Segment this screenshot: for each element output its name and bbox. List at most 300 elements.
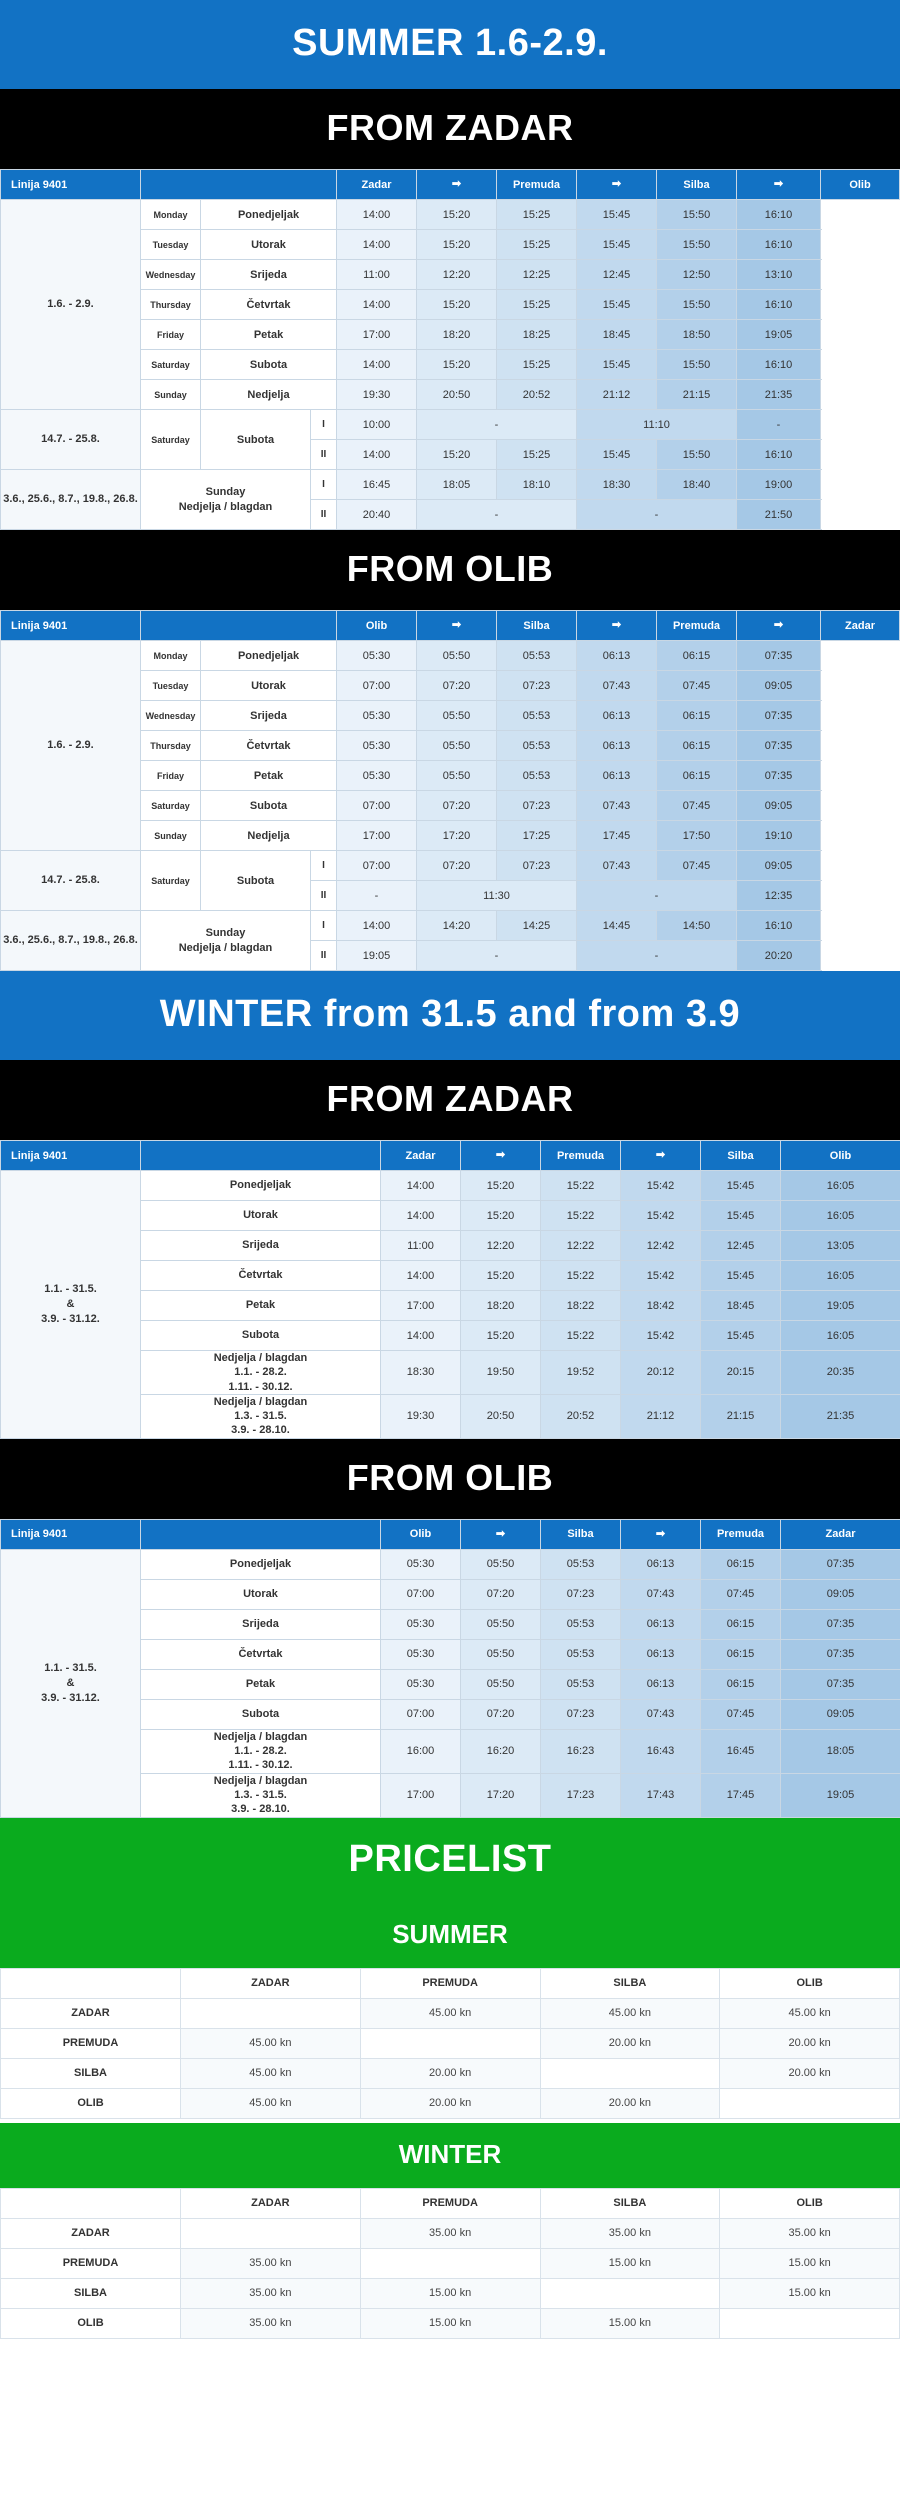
price-cell [720,2308,900,2338]
header-blank [141,611,337,641]
header-port: Olib [821,170,900,200]
price-cell: 20.00 kn [360,2058,540,2088]
time-cell: 16:10 [737,350,821,380]
price-cell: 20.00 kn [360,2088,540,2118]
header-port: Premuda [541,1141,621,1171]
price-row-header: OLIB [1,2088,181,2118]
banner-winter-from-olib: FROM OLIB [0,1439,900,1519]
table-price-summer [0,1968,900,2119]
price-cell: 20.00 kn [720,2028,900,2058]
day-label-hr: Subota [201,350,337,380]
price-cell: 20.00 kn [540,2088,720,2118]
line-label: Linija 9401 [1,1519,141,1549]
price-cell: 20.00 kn [720,2058,900,2088]
price-cell [360,2248,540,2278]
price-table [0,1968,900,2119]
table-row [1,1171,900,1201]
day-label: Utorak [141,1201,381,1231]
time-cell: 21:12 [577,380,657,410]
price-cell: 35.00 kn [181,2278,361,2308]
time-cell: 14:20 [417,911,497,941]
header-port: Olib [381,1519,461,1549]
time-cell: 17:25 [497,821,577,851]
time-cell: 06:15 [657,731,737,761]
time-cell: 07:00 [337,851,417,881]
time-cell: 15:42 [621,1321,701,1351]
day-label: Srijeda [141,1609,381,1639]
time-cell: 19:00 [737,470,821,500]
time-cell: 15:42 [621,1171,701,1201]
table-header-row [1,1519,900,1549]
time-cell: 07:35 [737,701,821,731]
day-label-en: Sunday [141,380,201,410]
period-cell: 1.1. - 31.5. & 3.9. - 31.12. [1,1171,141,1439]
price-column-header: PREMUDA [360,1968,540,1998]
price-row-header: ZADAR [1,2218,181,2248]
time-cell: 07:45 [657,671,737,701]
time-cell: 20:50 [417,380,497,410]
price-column-header [1,1968,181,1998]
time-cell: 07:20 [461,1579,541,1609]
time-cell: 05:30 [381,1549,461,1579]
time-cell: 15:42 [621,1201,701,1231]
price-row-header: OLIB [1,2308,181,2338]
time-cell: 20:35 [781,1351,900,1395]
price-cell: 20.00 kn [540,2028,720,2058]
time-cell: 05:50 [461,1669,541,1699]
time-cell: 07:20 [417,791,497,821]
time-cell: 17:00 [337,821,417,851]
header-blank [141,1141,381,1171]
time-cell: 14:00 [337,911,417,941]
time-cell: 12:42 [621,1231,701,1261]
price-cell: 35.00 kn [181,2248,361,2278]
time-cell: 07:23 [497,671,577,701]
day-label-en: Thursday [141,731,201,761]
time-cell: 15:20 [461,1171,541,1201]
price-row [1,2218,900,2248]
time-cell: 15:20 [461,1321,541,1351]
banner-winter: WINTER from 31.5 and from 3.9 [0,971,900,1060]
header-port: Silba [497,611,577,641]
table-winter-from-olib [0,1519,900,1818]
time-cell: 20:50 [461,1394,541,1438]
time-cell: 15:25 [497,200,577,230]
time-cell: 15:22 [541,1261,621,1291]
time-cell: 21:15 [701,1394,781,1438]
day-label: Sunday Nedjelja / blagdan [141,911,311,971]
day-label: Petak [141,1291,381,1321]
time-cell: 15:25 [497,230,577,260]
time-cell: 14:00 [337,200,417,230]
time-cell: 05:53 [497,731,577,761]
period-cell: 1.1. - 31.5. & 3.9. - 31.12. [1,1549,141,1817]
time-cell: 09:05 [781,1699,900,1729]
time-cell: 09:05 [781,1579,900,1609]
period-cell: 14.7. - 25.8. [1,410,141,470]
day-label-hr: Nedjelja [201,380,337,410]
price-header-row [1,1968,900,1998]
time-cell: 15:45 [577,230,657,260]
time-cell: 16:45 [701,1729,781,1773]
time-cell: 18:30 [577,470,657,500]
time-cell: - [337,881,417,911]
time-cell: 18:40 [657,470,737,500]
price-row-header: ZADAR [1,1998,181,2028]
day-label-en: Saturday [141,410,201,470]
trip-number: II [311,941,337,971]
time-cell: 10:00 [337,410,417,440]
time-cell: 15:50 [657,230,737,260]
price-cell: 35.00 kn [720,2218,900,2248]
price-cell [360,2028,540,2058]
arrow-icon: ➡ [417,611,497,641]
time-cell: 15:45 [577,200,657,230]
price-row [1,2028,900,2058]
time-cell: 17:20 [461,1773,541,1817]
time-cell: 07:23 [497,851,577,881]
price-cell [181,2218,361,2248]
time-cell: 18:25 [497,320,577,350]
price-cell: 45.00 kn [181,2088,361,2118]
time-cell: 14:00 [337,440,417,470]
time-cell: 06:13 [621,1639,701,1669]
time-cell: 06:13 [577,731,657,761]
time-cell: 18:50 [657,320,737,350]
time-cell: 06:15 [657,701,737,731]
time-cell: 14:00 [337,350,417,380]
price-column-header: OLIB [720,1968,900,1998]
header-port: Silba [701,1141,781,1171]
schedule-table [0,169,900,530]
time-cell: 15:45 [577,440,657,470]
time-cell: 15:20 [417,290,497,320]
price-cell: 35.00 kn [181,2308,361,2338]
arrow-icon: ➡ [461,1519,541,1549]
time-cell: 07:35 [781,1669,900,1699]
day-label-hr: Četvrtak [201,290,337,320]
time-cell: 06:13 [577,701,657,731]
period-cell: 3.6., 25.6., 8.7., 19.8., 26.8. [1,470,141,530]
time-cell: 07:35 [737,731,821,761]
day-label-en: Tuesday [141,230,201,260]
day-label-hr: Subota [201,410,311,470]
time-cell: 05:53 [541,1669,621,1699]
header-port: Premuda [701,1519,781,1549]
time-cell: 14:50 [657,911,737,941]
time-cell: 17:45 [701,1773,781,1817]
time-cell: 18:20 [417,320,497,350]
time-cell: 15:45 [701,1201,781,1231]
time-cell: 16:05 [781,1261,900,1291]
time-cell: 15:20 [417,230,497,260]
time-cell: 16:45 [337,470,417,500]
banner-pricelist: PRICELIST [0,1818,900,1903]
table-row [1,200,900,230]
time-cell: 18:42 [621,1291,701,1321]
price-cell: 45.00 kn [181,2058,361,2088]
time-cell: 15:42 [621,1261,701,1291]
day-label-hr: Subota [201,851,311,911]
time-cell: - [417,410,577,440]
time-cell: 20:20 [737,941,821,971]
time-cell: 12:20 [417,260,497,290]
header-port: Olib [337,611,417,641]
time-cell: 05:50 [417,701,497,731]
time-cell: - [417,500,577,530]
time-cell: 15:20 [417,200,497,230]
time-cell: 05:50 [417,761,497,791]
time-cell: 20:12 [621,1351,701,1395]
price-table [0,2188,900,2339]
time-cell: - [577,881,737,911]
price-row [1,2088,900,2118]
time-cell: 15:25 [497,290,577,320]
line-label: Linija 9401 [1,1141,141,1171]
time-cell: 09:05 [737,791,821,821]
time-cell: 11:10 [577,410,737,440]
day-label: Subota [141,1699,381,1729]
time-cell: - [737,410,821,440]
time-cell: 18:05 [781,1729,900,1773]
price-row-header: PREMUDA [1,2028,181,2058]
day-label-hr: Utorak [201,230,337,260]
time-cell: 07:00 [381,1579,461,1609]
time-cell: 07:35 [781,1639,900,1669]
day-label: Četvrtak [141,1639,381,1669]
price-cell: 45.00 kn [540,1998,720,2028]
time-cell: 05:30 [337,641,417,671]
time-cell: 16:10 [737,290,821,320]
time-cell: 07:43 [577,851,657,881]
time-cell: 15:45 [701,1321,781,1351]
time-cell: 16:00 [381,1729,461,1773]
time-cell: 16:23 [541,1729,621,1773]
time-cell: 18:45 [577,320,657,350]
time-cell: 14:25 [497,911,577,941]
trip-number: I [311,410,337,440]
day-label-hr: Subota [201,791,337,821]
banner-summer-from-zadar: FROM ZADAR [0,89,900,169]
time-cell: 17:45 [577,821,657,851]
time-cell: 07:35 [781,1549,900,1579]
time-cell: 15:22 [541,1201,621,1231]
price-header-row [1,2188,900,2218]
arrow-icon: ➡ [577,611,657,641]
time-cell: 07:00 [337,671,417,701]
time-cell: 05:53 [541,1609,621,1639]
day-label: Nedjelja / blagdan 1.3. - 31.5. 3.9. - 28.10. [141,1773,381,1817]
price-row-header: SILBA [1,2058,181,2088]
table-row [1,911,900,941]
price-column-header: ZADAR [181,1968,361,1998]
trip-number: II [311,440,337,470]
period-cell: 1.6. - 2.9. [1,641,141,851]
schedule-table [0,610,900,971]
time-cell: 20:52 [541,1394,621,1438]
time-cell: 19:30 [337,380,417,410]
time-cell: 15:45 [701,1171,781,1201]
price-cell: 45.00 kn [720,1998,900,2028]
time-cell: 19:05 [781,1773,900,1817]
day-label: Ponedjeljak [141,1171,381,1201]
schedule-table [0,1140,900,1439]
price-column-header: ZADAR [181,2188,361,2218]
time-cell: 19:05 [737,320,821,350]
trip-number: I [311,470,337,500]
time-cell: 07:45 [657,791,737,821]
time-cell: 20:40 [337,500,417,530]
day-label-en: Saturday [141,350,201,380]
arrow-icon: ➡ [737,170,821,200]
time-cell: 18:45 [701,1291,781,1321]
time-cell: 12:45 [577,260,657,290]
time-cell: 05:50 [461,1549,541,1579]
schedule-table [0,1519,900,1818]
time-cell: 15:25 [497,350,577,380]
header-port: Zadar [781,1519,900,1549]
time-cell: 06:13 [621,1549,701,1579]
price-cell [720,2088,900,2118]
price-cell: 15.00 kn [540,2248,720,2278]
time-cell: 14:00 [381,1201,461,1231]
time-cell: 12:45 [701,1231,781,1261]
header-blank [141,1519,381,1549]
day-label: Nedjelja / blagdan 1.1. - 28.2. 1.11. - 30.12. [141,1351,381,1395]
time-cell: 16:05 [781,1321,900,1351]
time-cell: 05:30 [337,701,417,731]
banner-winter-from-zadar: FROM ZADAR [0,1060,900,1140]
trip-number: I [311,911,337,941]
time-cell: 15:25 [497,440,577,470]
time-cell: 19:50 [461,1351,541,1395]
time-cell: 21:50 [737,500,821,530]
time-cell: 19:05 [781,1291,900,1321]
header-port: Olib [781,1141,900,1171]
table-winter-from-zadar [0,1140,900,1439]
time-cell: 21:15 [657,380,737,410]
time-cell: 15:45 [701,1261,781,1291]
time-cell: 06:15 [701,1609,781,1639]
price-cell: 45.00 kn [181,2028,361,2058]
header-blank [141,170,337,200]
time-cell: 07:00 [337,791,417,821]
time-cell: 06:15 [657,641,737,671]
time-cell: 05:53 [497,761,577,791]
table-header-row [1,170,900,200]
price-cell [540,2278,720,2308]
table-header-row [1,1141,900,1171]
time-cell: 06:13 [621,1669,701,1699]
header-port: Zadar [337,170,417,200]
day-label: Subota [141,1321,381,1351]
price-column-header: SILBA [540,2188,720,2218]
time-cell: 06:15 [701,1639,781,1669]
time-cell: 07:45 [701,1579,781,1609]
trip-number: II [311,881,337,911]
day-label-en: Wednesday [141,701,201,731]
time-cell: 14:00 [337,290,417,320]
time-cell: 07:20 [461,1699,541,1729]
time-cell: 07:45 [657,851,737,881]
time-cell: 07:20 [417,671,497,701]
time-cell: 12:22 [541,1231,621,1261]
time-cell: - [417,941,577,971]
day-label: Sunday Nedjelja / blagdan [141,470,311,530]
time-cell: 17:23 [541,1773,621,1817]
header-port: Zadar [381,1141,461,1171]
time-cell: 07:20 [417,851,497,881]
time-cell: 06:13 [577,761,657,791]
time-cell: 06:13 [621,1609,701,1639]
day-label-en: Thursday [141,290,201,320]
header-port: Silba [541,1519,621,1549]
day-label-hr: Nedjelja [201,821,337,851]
day-label-hr: Ponedjeljak [201,200,337,230]
time-cell: 07:43 [621,1699,701,1729]
time-cell: 05:30 [381,1639,461,1669]
time-cell: 11:00 [337,260,417,290]
time-cell: 15:50 [657,290,737,320]
price-cell: 15.00 kn [720,2248,900,2278]
time-cell: 12:20 [461,1231,541,1261]
time-cell: 07:35 [737,641,821,671]
time-cell: 05:53 [497,641,577,671]
time-cell: 17:43 [621,1773,701,1817]
time-cell: 14:00 [381,1321,461,1351]
banner-summer-from-olib: FROM OLIB [0,530,900,610]
time-cell: 05:50 [417,641,497,671]
day-label: Utorak [141,1579,381,1609]
day-label-hr: Četvrtak [201,731,337,761]
time-cell: 07:45 [701,1699,781,1729]
price-row [1,2248,900,2278]
trip-number: II [311,500,337,530]
time-cell: 14:00 [337,230,417,260]
day-label-hr: Petak [201,320,337,350]
day-label-hr: Ponedjeljak [201,641,337,671]
day-label: Petak [141,1669,381,1699]
time-cell: 05:30 [337,761,417,791]
header-port: Silba [657,170,737,200]
time-cell: 12:35 [737,881,821,911]
table-row [1,470,900,500]
day-label-en: Monday [141,200,201,230]
line-label: Linija 9401 [1,170,141,200]
line-label: Linija 9401 [1,611,141,641]
day-label-en: Friday [141,761,201,791]
price-cell: 35.00 kn [360,2218,540,2248]
time-cell: 15:50 [657,200,737,230]
time-cell: 07:35 [781,1609,900,1639]
time-cell: 05:50 [461,1609,541,1639]
table-header-row [1,611,900,641]
table-row [1,410,900,440]
trip-number: I [311,851,337,881]
time-cell: 09:05 [737,671,821,701]
time-cell: 12:50 [657,260,737,290]
day-label: Ponedjeljak [141,1549,381,1579]
day-label-hr: Petak [201,761,337,791]
day-label: Srijeda [141,1231,381,1261]
time-cell: 14:00 [381,1171,461,1201]
time-cell: 15:22 [541,1171,621,1201]
arrow-icon: ➡ [621,1141,701,1171]
time-cell: 20:52 [497,380,577,410]
time-cell: 07:43 [577,791,657,821]
time-cell: 16:05 [781,1201,900,1231]
time-cell: 06:13 [577,641,657,671]
